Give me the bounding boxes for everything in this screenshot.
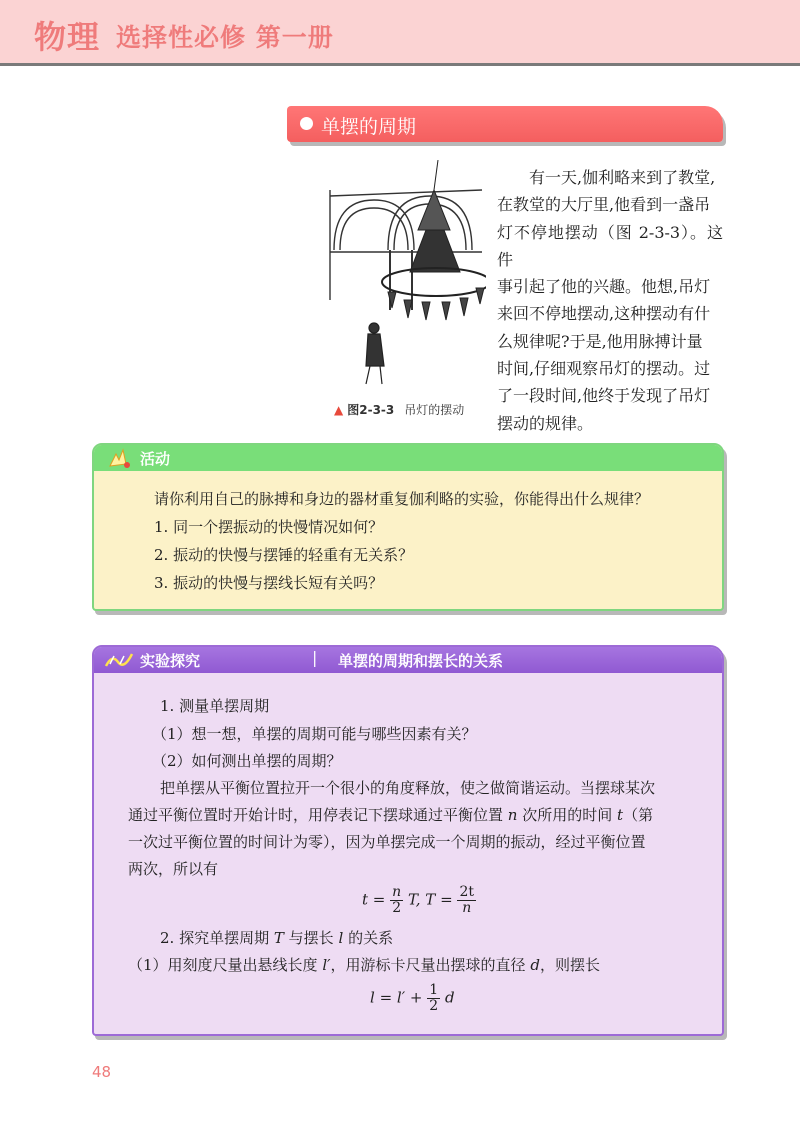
page-number: 48 xyxy=(92,1063,112,1081)
hand-pointer-icon xyxy=(106,446,134,470)
paragraph-line: 两次，所以有 xyxy=(128,860,219,878)
experiment-header xyxy=(94,647,722,673)
formula-length: l = l′ + $\frac{1}{2}$ d xyxy=(370,982,455,1014)
triangle-icon: ▲ xyxy=(334,403,344,417)
activity-line: 3. 振动的快慢与摆线长短有关吗？ xyxy=(154,574,384,592)
figure-number: 图2-3-3 xyxy=(347,403,395,417)
paragraph-line: 通过平衡位置时开始计时，用停表记下摆球通过平衡位置 n 次所用的时间 t（第 xyxy=(128,806,654,824)
paragraph-line: 一次过平衡位置的时间计为零），因为单摆完成一个周期的振动，经过平衡位置 xyxy=(128,833,646,851)
intro-line: 有一天,伽利略来到了教堂, xyxy=(529,168,716,187)
intro-line: 灯不停地摆动（图 2-3-3）。这件 xyxy=(497,222,723,269)
intro-line: 么规律呢?于是,他用脉搏计量 xyxy=(497,331,703,351)
intro-line: 了一段时间,他终于发现了吊灯 xyxy=(497,386,711,406)
page-header xyxy=(0,0,800,66)
activity-header xyxy=(94,445,722,471)
activity-lines xyxy=(154,485,649,597)
paragraph-line: 把单摆从平衡位置拉开一个很小的角度释放，使之做简谐运动。当摆球某次 xyxy=(160,779,656,797)
bullet-dot-icon xyxy=(300,117,313,130)
intro-line: 来回不停地摆动,这种摆动有什 xyxy=(497,304,711,324)
question-2: （2）如何测出单摆的周期？ xyxy=(152,752,342,770)
experiment-box xyxy=(92,645,724,1036)
intro-line: 时间,仔细观察吊灯的摆动。过 xyxy=(497,359,711,379)
activity-box xyxy=(92,443,724,611)
experiment-icon xyxy=(104,650,134,670)
activity-line: 2. 振动的快慢与摆锤的轻重有无关系？ xyxy=(154,546,414,564)
chandelier-illustration xyxy=(326,160,486,392)
step2-question-1: （1）用刻度尺量出悬线长度 l′，用游标卡尺量出摆球的直径 d，则摆长 xyxy=(128,956,600,974)
subject-title: 物理 xyxy=(34,18,101,56)
formula-period: t = $\frac{n}{2}$ T, T = $\frac{2t}{n}$ xyxy=(362,884,474,916)
step2-title: 2. 探究单摆周期 T 与摆长 l 的关系 xyxy=(160,929,394,947)
step1-title: 1. 测量单摆周期 xyxy=(160,697,270,715)
activity-line: 1. 同一个摆振动的快慢情况如何？ xyxy=(154,518,384,536)
header-separator: | xyxy=(312,648,318,667)
experiment-label: 实验探究 xyxy=(140,652,201,670)
figure-caption xyxy=(334,401,464,418)
activity-label: 活动 xyxy=(140,450,171,468)
section-banner xyxy=(287,106,723,142)
figure-caption-text: 吊灯的摆动 xyxy=(404,403,465,417)
intro-line: 事引起了他的兴趣。他想,吊灯 xyxy=(497,277,711,297)
intro-paragraph xyxy=(497,164,723,437)
intro-line: 摆动的规律。 xyxy=(497,413,594,433)
book-title: 选择性必修 第一册 xyxy=(116,23,334,52)
activity-line: 请你利用自己的脉搏和身边的器材重复伽利略的实验，你能得出什么规律？ xyxy=(154,490,650,508)
intro-line: 在教堂的大厅里,他看到一盏吊 xyxy=(497,195,711,215)
question-1: （1）想一想，单摆的周期可能与哪些因素有关？ xyxy=(152,725,477,743)
section-title: 单摆的周期 xyxy=(321,116,417,138)
experiment-title: 单摆的周期和摆长的关系 xyxy=(338,652,504,670)
